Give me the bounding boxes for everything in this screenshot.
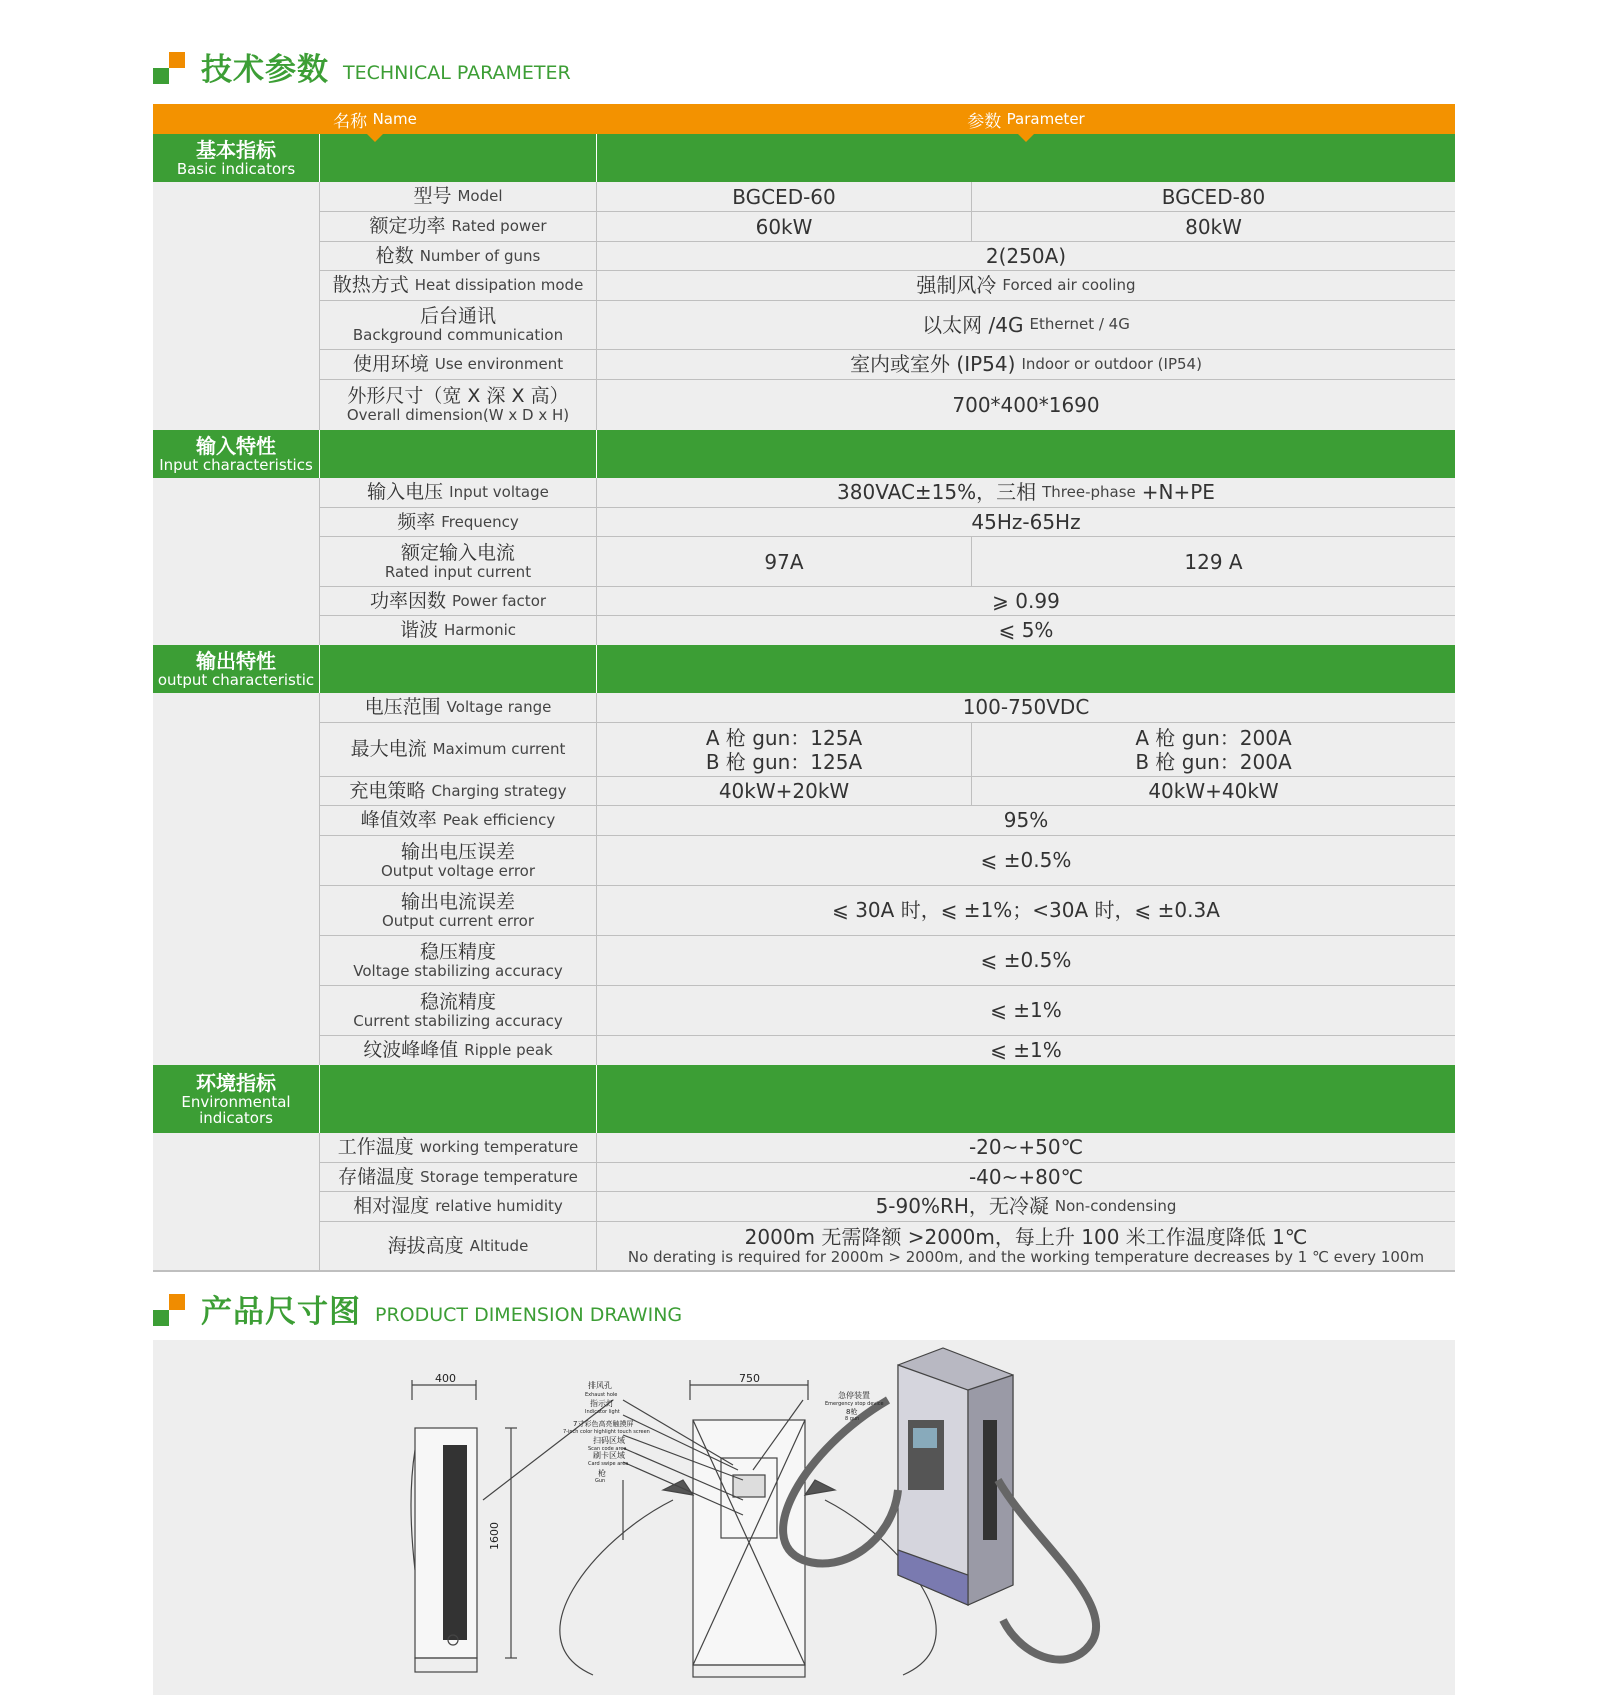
label-cn: 工作温度 bbox=[337, 1136, 414, 1159]
value-cn: 强制风冷 bbox=[916, 273, 997, 297]
group-env-cn: 环境指标 bbox=[196, 1070, 276, 1095]
label-en: Voltage range bbox=[446, 698, 552, 717]
row-voltage-stabilizing bbox=[320, 936, 1455, 986]
value-en: Three-phase bbox=[1042, 482, 1136, 501]
header-param-cn: 参数 bbox=[967, 111, 1002, 132]
label-cn: 输出电压误差 bbox=[400, 840, 515, 863]
section-heading-drawing bbox=[153, 1288, 682, 1328]
label-en: Use environment bbox=[434, 355, 564, 374]
row-voltage-range bbox=[320, 693, 1455, 723]
group-basic bbox=[153, 134, 1455, 182]
header-name-cn: 名称 bbox=[333, 111, 368, 132]
dimension-drawing bbox=[153, 1340, 1455, 1695]
product-3d-view bbox=[783, 1348, 1096, 1660]
label-en: Overall dimension(W x D x H) bbox=[346, 406, 570, 425]
value: 2(250A) bbox=[985, 243, 1067, 268]
group-input-cn: 输入特性 bbox=[196, 433, 276, 458]
section-icon bbox=[153, 52, 187, 86]
row-max-current bbox=[320, 723, 1455, 777]
value-col2: BGCED-80 bbox=[1161, 184, 1266, 209]
label-cn: 稳流精度 bbox=[419, 990, 496, 1013]
row-comm bbox=[320, 301, 1455, 350]
label-cn: 输入电压 bbox=[367, 481, 444, 504]
header-name-en: Name bbox=[372, 110, 417, 128]
label-cn: 谐波 bbox=[399, 619, 438, 642]
callout-gun2-en: 8 gun bbox=[845, 1416, 860, 1422]
row-dimension bbox=[320, 380, 1455, 430]
callout-estop-en: Emergency stop device bbox=[825, 1401, 884, 1407]
value-tail: +N+PE bbox=[1141, 480, 1215, 504]
row-heat bbox=[320, 271, 1455, 301]
value: -40~+80℃ bbox=[968, 1164, 1084, 1189]
label-cn: 峰值效率 bbox=[360, 809, 437, 832]
label-cn: 输出电流误差 bbox=[400, 890, 515, 913]
callout-estop-cn: 急停装置 bbox=[838, 1391, 870, 1400]
value: 700*400*1690 bbox=[952, 392, 1100, 417]
label-en: Background communication bbox=[352, 326, 564, 345]
spec-table bbox=[153, 104, 1455, 1272]
value-cn: 2000m 无需降额 >2000m，每上升 100 米工作温度降低 1℃ bbox=[744, 1224, 1308, 1249]
row-ripple bbox=[320, 1036, 1455, 1065]
label-en: Power factor bbox=[451, 591, 547, 610]
value-col2: 40kW+40kW bbox=[1148, 779, 1279, 803]
label-cn: 稳压精度 bbox=[419, 940, 496, 963]
row-altitude bbox=[320, 1222, 1455, 1270]
header-name bbox=[153, 104, 597, 134]
row-use-env bbox=[320, 350, 1455, 380]
label-en: Rated input current bbox=[384, 562, 532, 581]
callout-scan-en: Scan code area bbox=[588, 1446, 627, 1452]
group-env-en1: Environmental bbox=[181, 1092, 291, 1111]
label-en: Output voltage error bbox=[381, 861, 535, 880]
value-cn: 5-90%RH，无冷凝 bbox=[875, 1194, 1049, 1218]
row-harmonic bbox=[320, 616, 1455, 645]
row-humidity bbox=[320, 1192, 1455, 1222]
dim-depth-label: 400 bbox=[435, 1372, 456, 1385]
value-en: Ethernet / 4G bbox=[1029, 315, 1130, 334]
value: -20~+50℃ bbox=[968, 1135, 1084, 1159]
group-basic-cn: 基本指标 bbox=[196, 137, 276, 162]
group-output-en: output characteristic bbox=[157, 670, 315, 689]
group-environment bbox=[153, 1065, 1455, 1133]
label-cn: 功率因数 bbox=[369, 589, 446, 612]
value-col2: 129 A bbox=[1184, 549, 1243, 574]
group-input bbox=[153, 430, 1455, 478]
label-cn: 后台通讯 bbox=[419, 305, 496, 328]
callout-gun2-cn: 8枪 bbox=[846, 1408, 858, 1416]
section-title-en: TECHNICAL PARAMETER bbox=[343, 62, 571, 84]
label-en: relative humidity bbox=[435, 1197, 563, 1216]
dim-width-label: 750 bbox=[739, 1372, 760, 1385]
callout-light-en: Indicator light bbox=[585, 1409, 620, 1415]
label-en: Input voltage bbox=[449, 483, 549, 502]
value-col1-a: A 枪 gun：125A bbox=[705, 725, 863, 750]
group-env-en2: indicators bbox=[199, 1109, 273, 1127]
label-en: Current stabilizing accuracy bbox=[353, 1011, 563, 1030]
value-cn: 以太网 /4G bbox=[922, 312, 1024, 337]
value-col2-a: A 枪 gun：200A bbox=[1135, 725, 1292, 750]
callout-card-cn: 刷卡区域 bbox=[593, 1451, 625, 1460]
value-col2: 80kW bbox=[1185, 214, 1242, 239]
value-col1: 97A bbox=[597, 537, 972, 586]
label-en: Voltage stabilizing accuracy bbox=[353, 961, 563, 980]
label-cn: 频率 bbox=[397, 510, 436, 533]
value: 95% bbox=[1003, 808, 1049, 832]
label-cn: 相对湿度 bbox=[353, 1195, 430, 1218]
row-charging-strategy bbox=[320, 777, 1455, 806]
header-param-en: Parameter bbox=[1006, 110, 1085, 128]
callout-gun-cn: 枪 bbox=[598, 1469, 606, 1478]
label-cn: 最大电流 bbox=[350, 738, 427, 761]
value: ⩽ ±0.5% bbox=[980, 848, 1072, 872]
section-title-cn: 技术参数 bbox=[201, 52, 329, 88]
header-parameter bbox=[597, 104, 1455, 134]
label-cn: 电压范围 bbox=[364, 696, 441, 719]
row-rated-power bbox=[320, 212, 1455, 242]
label-cn: 存储温度 bbox=[338, 1165, 415, 1188]
group-input-en: Input characteristics bbox=[159, 455, 313, 474]
value-col1: 40kW+20kW bbox=[597, 777, 972, 805]
label-en: Charging strategy bbox=[431, 781, 567, 800]
value-en: Non-condensing bbox=[1054, 1196, 1177, 1215]
label-en: Altitude bbox=[469, 1236, 529, 1255]
value: ⩽ 30A 时，⩽ ±1%；<30A 时，⩽ ±0.3A bbox=[832, 898, 1220, 922]
value: 100-750VDC bbox=[962, 695, 1090, 719]
label-cn: 额定输入电流 bbox=[400, 541, 515, 564]
row-model bbox=[320, 182, 1455, 212]
value-col1: BGCED-60 bbox=[597, 182, 972, 211]
callout-light-cn: 指示灯 bbox=[590, 1399, 614, 1408]
row-frequency bbox=[320, 508, 1455, 537]
label-cn: 型号 bbox=[413, 185, 452, 208]
drawing-svg bbox=[153, 1340, 1455, 1695]
callout-exhaust-en: Exhaust hole bbox=[585, 1392, 618, 1398]
row-working-temp bbox=[320, 1133, 1455, 1163]
row-storage-temp bbox=[320, 1163, 1455, 1192]
label-cn: 纹波峰峰值 bbox=[363, 1039, 459, 1062]
row-output-voltage-error bbox=[320, 836, 1455, 886]
section-icon bbox=[153, 1294, 187, 1328]
label-en: Model bbox=[457, 187, 503, 206]
value-cn: 380VAC±15%，三相 bbox=[837, 480, 1037, 504]
callout-card-en: Card swipe area bbox=[588, 1461, 629, 1467]
row-input-current bbox=[320, 537, 1455, 587]
value-en: Indoor or outdoor (IP54) bbox=[1021, 354, 1202, 373]
label-cn: 枪数 bbox=[375, 244, 414, 267]
row-input-voltage bbox=[320, 478, 1455, 508]
section2-title-cn: 产品尺寸图 bbox=[201, 1294, 361, 1330]
section-heading-technical bbox=[153, 46, 571, 86]
label-en: Rated power bbox=[451, 217, 547, 236]
label-cn: 使用环境 bbox=[352, 353, 429, 376]
value-col1: 60kW bbox=[597, 212, 972, 241]
callout-screen-en: 7-inch color highlight touch screen bbox=[563, 1429, 650, 1435]
group-basic-en: Basic indicators bbox=[176, 159, 296, 178]
value-cn: 室内或室外 (IP54) bbox=[850, 352, 1016, 376]
value-en: No derating is required for 2000m > 2000m, and the working temperature decreases by 1 ℃ every 100m bbox=[627, 1247, 1425, 1266]
callout-scan-cn: 扫码区域 bbox=[593, 1436, 625, 1445]
value-col1-b: B 枪 gun：125A bbox=[705, 749, 863, 774]
row-peak-efficiency bbox=[320, 806, 1455, 836]
label-en: Storage temperature bbox=[420, 1167, 578, 1186]
section2-title-en: PRODUCT DIMENSION DRAWING bbox=[375, 1304, 683, 1326]
label-en: Maximum current bbox=[432, 740, 566, 759]
group-output-cn: 输出特性 bbox=[196, 648, 276, 673]
table-header bbox=[153, 104, 1455, 134]
label-cn: 散热方式 bbox=[332, 274, 409, 297]
value-col2-b: B 枪 gun：200A bbox=[1135, 749, 1292, 774]
group-output bbox=[153, 645, 1455, 693]
label-en: Peak efficiency bbox=[442, 811, 556, 830]
value: ⩽ 5% bbox=[998, 618, 1054, 642]
row-power-factor bbox=[320, 587, 1455, 616]
callout-screen-cn: 7寸彩色高亮触摸屏 bbox=[573, 1420, 634, 1428]
dim-height-label: 1600 bbox=[488, 1522, 501, 1550]
label-en: Harmonic bbox=[443, 621, 517, 640]
label-cn: 额定功率 bbox=[369, 215, 446, 238]
label-en: Heat dissipation mode bbox=[414, 276, 584, 295]
row-output-current-error bbox=[320, 886, 1455, 936]
value-en: Forced air cooling bbox=[1002, 275, 1136, 294]
label-cn: 外形尺寸（宽 X 深 X 高） bbox=[347, 385, 569, 408]
value: ⩽ ±1% bbox=[990, 1038, 1062, 1062]
callout-exhaust-cn: 排风孔 bbox=[588, 1381, 612, 1390]
value: ⩾ 0.99 bbox=[992, 588, 1060, 613]
label-cn: 充电策略 bbox=[349, 779, 426, 802]
label-en: Ripple peak bbox=[464, 1041, 553, 1060]
label-en: Output current error bbox=[381, 911, 535, 930]
row-current-stabilizing bbox=[320, 986, 1455, 1036]
side-view bbox=[411, 1380, 517, 1672]
value: ⩽ ±1% bbox=[990, 998, 1062, 1022]
value: 45Hz-65Hz bbox=[971, 509, 1081, 534]
value: ⩽ ±0.5% bbox=[980, 948, 1072, 972]
label-cn: 海拔高度 bbox=[387, 1234, 464, 1257]
label-en: Frequency bbox=[441, 512, 519, 531]
label-en: working temperature bbox=[419, 1138, 579, 1157]
callout-gun-en: Gun bbox=[595, 1478, 606, 1484]
label-en: Number of guns bbox=[419, 246, 541, 265]
row-guns bbox=[320, 242, 1455, 271]
